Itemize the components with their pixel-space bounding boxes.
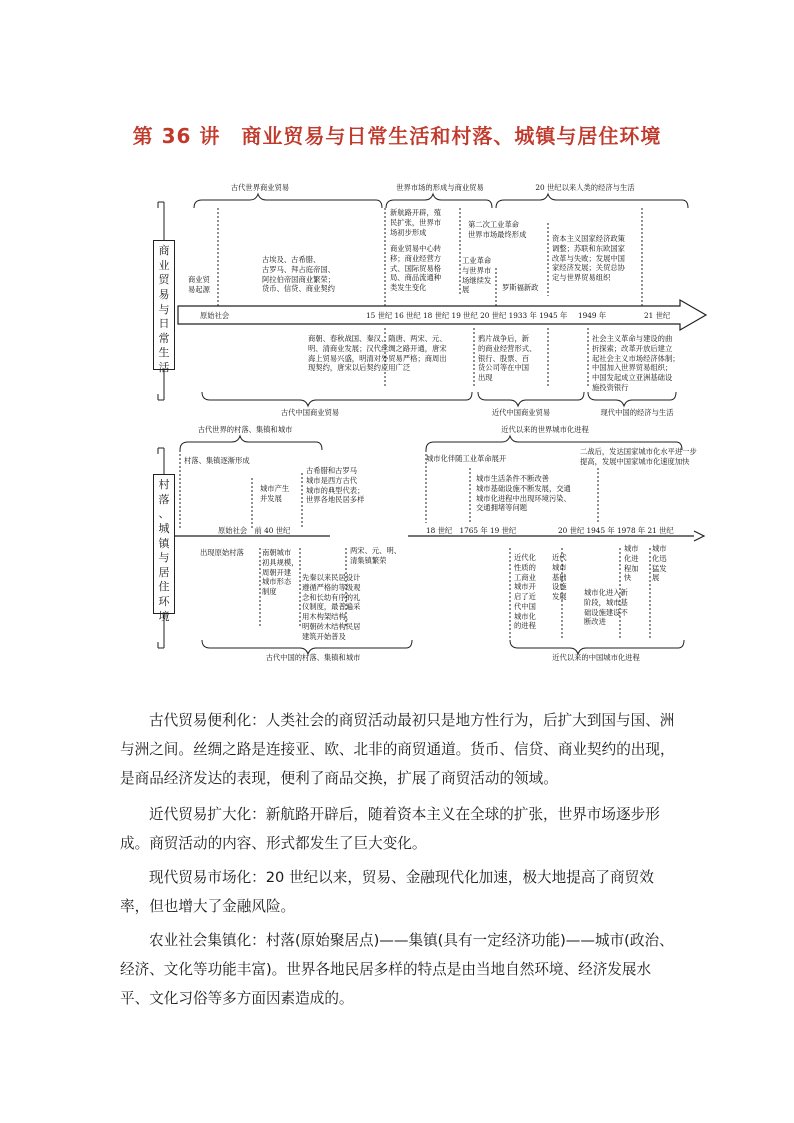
text-ancient-world-trade: 古埃及、古希腊、 古罗马、拜占庭帝国、 阿拉伯帝国商业繁荣； 货币、信贷、商业契约	[262, 255, 335, 294]
tick-primitive-bottom: 原始社会 前 40 世纪	[218, 526, 291, 535]
side-label-trade: 商 业 贸 易 与 日 常 生 活	[153, 240, 175, 370]
text-trade-origin: 商业贸 易起源	[188, 275, 210, 294]
text-urban-speed: 城市 化进 程加 快	[624, 544, 639, 583]
label-modern-world-urbanization: 近代以来的世界城市化进程	[501, 425, 589, 434]
text-second-industrial: 第二次工业革命 世界市场最终形成	[468, 220, 527, 239]
page-title: 第 36 讲 商业贸易与日常生活和村落、城镇与居住环境	[132, 124, 662, 148]
side-label-villages: 村 落 、 城 镇 与 居 住 环 境	[153, 474, 175, 614]
text-villages-towns: 村落、集镇逐渐形成	[184, 456, 250, 465]
paragraph-modern-trade: 近代贸易扩大化：新航路开辟后，随着资本主义在全球的扩张，世界市场逐步形成。商贸活动的内容、形式都发生了巨大变化。	[120, 806, 660, 852]
label-ancient-world-trade: 古代世界商业贸易	[230, 183, 290, 192]
text-modern-china-trade: 鸦片战争后，新 的商业经营形式、 银行、股票、百 货公司等在中国 出现	[478, 334, 537, 383]
text-roosevelt: 罗斯福新政	[502, 283, 539, 292]
label-world-market: 世界市场的形成与商业贸易	[396, 183, 484, 192]
text-urban-problems: 城市生活条件不断改善 城市基础设施不断发展，交通 城市化进程中出现环境污染、 交通拥堵等问题	[476, 474, 571, 513]
paragraph-contemporary-trade: 现代贸易市场化：20 世纪以来，贸易、金融现代化加速，极大地提高了商贸效率，但也增大了金融风险。	[120, 869, 654, 915]
label-c20-trade: 20 世纪以来人类的经济与生活	[535, 183, 635, 192]
text-capitalist-adjust: 资本主义国家经济政策 调整；苏联和东欧国家 改革与失败；发展中国 家经济发展；关贸总协 定与世界贸易组织	[552, 234, 625, 283]
text-industrial-revolution: 工业革命 与世界市 场继续发 展	[462, 256, 492, 295]
text-ming-cities: 南朝城市 初具规模， 周朝开建 城市形态 制度	[262, 548, 299, 597]
paragraph-agricultural-towns: 农业社会集镇化：村落(原始聚居点)——集镇(具有一定经济功能)——城市(政治、经济、文化等功能丰富)。世界各地民居多样的特点是由当地自然环境、经济发展水平、文化习俗等多方面因素造成的。	[120, 932, 674, 1007]
label-contemporary-china: 现代中国的经济与生活	[600, 408, 674, 417]
tick-15-1945: 15 世纪 16 世纪 18 世纪 19 世纪 20 世纪 1933 年 1945 年	[366, 311, 568, 320]
text-traditional-houses: 先秦以来民居设计 遵循严格的等级观 念和长幼有序的礼 仪制度，最普遍采 用木构架结构， 明朝砖木结构民居 建筑开始普及	[302, 573, 361, 641]
knowledge-diagram	[140, 178, 720, 668]
tick-21-century-top: 21 世纪	[644, 311, 671, 320]
label-modern-china-urbanization: 近代以来的中国城市化进程	[552, 653, 640, 662]
text-trade-center: 商业贸易中心转 移；商业经营方 式、国际贸易格 局、商品流通种 类发生变化	[390, 244, 442, 293]
text-semi-colonial: 近代化 性质的 工商业 城市开 启了近 代中国 城市化 的进程	[514, 553, 536, 631]
text-song-ming-towns: 两宋、元、明、 清集镇繁荣	[350, 546, 402, 565]
label-ancient-world-villages: 古代世界的村落、集镇和城市	[197, 425, 293, 434]
text-cities-emerge: 城市产生 并发展	[260, 484, 290, 503]
tick-20-21: 20 世纪 1945 年 1978 年 21 世纪	[558, 526, 674, 535]
text-contemporary-china: 社会主义革命与建设的曲 折探索；改革开放后建立 起社会主义市场经济体制； 中国加入世界贸易组织； 中国发起成立亚洲基础设 施投资银行	[592, 334, 680, 392]
text-new-route: 新航路开辟，殖 民扩张，世界市 场初步形成	[390, 208, 442, 237]
tick-primitive-top: 原始社会	[200, 311, 230, 320]
text-modern-infra: 近代 城市 基础 设施 发展	[552, 553, 567, 602]
tick-1949: 1949 年	[578, 311, 607, 320]
tick-18-19: 18 世纪 1765 年 19 世纪	[426, 526, 517, 535]
label-modern-china-trade: 近代中国商业贸易	[491, 408, 551, 417]
text-post-ww2: 二战后，发达国家城市化水平进一步 提高，发展中国家城市化速度加快	[580, 447, 697, 466]
text-new-stage: 城市化进入新 阶段，城市基 础设施建设不 断改进	[584, 588, 628, 627]
text-urbanization-industrial: 城市化伴随工业革命展开	[426, 454, 507, 463]
text-primitive-villages: 出现原始村落	[200, 548, 244, 557]
text-urban-fast: 城市 化迅 猛发 展	[652, 544, 667, 583]
label-ancient-china-trade: 古代中国商业贸易	[280, 408, 340, 417]
paragraph-ancient-trade: 古代贸易便利化：人类社会的商贸活动最初只是地方性行为，后扩大到国与国、洲与洲之间。丝绸之路是连接亚、欧、北非的商贸通道。货币、信贷、商业契约的出现，是商品经济发达的表现，便利了商品交换，扩展了商贸活动的领域。	[120, 712, 675, 787]
label-ancient-china-villages: 古代中国的村落、集镇和城市	[265, 653, 361, 662]
text-greece-rome: 古希腊和古罗马 城市是西方古代 城市的典型代表； 世界各地民居多样	[306, 466, 365, 505]
text-ancient-china-trade: 商朝、春秋战国、秦汉、隋唐、两宋、元、 明、清商业发展；汉代丝绸之路开通，唐宋 海上贸易兴盛，明清对外贸易严格；商周出 现契约，唐宋以后契约应用广泛	[308, 334, 447, 373]
